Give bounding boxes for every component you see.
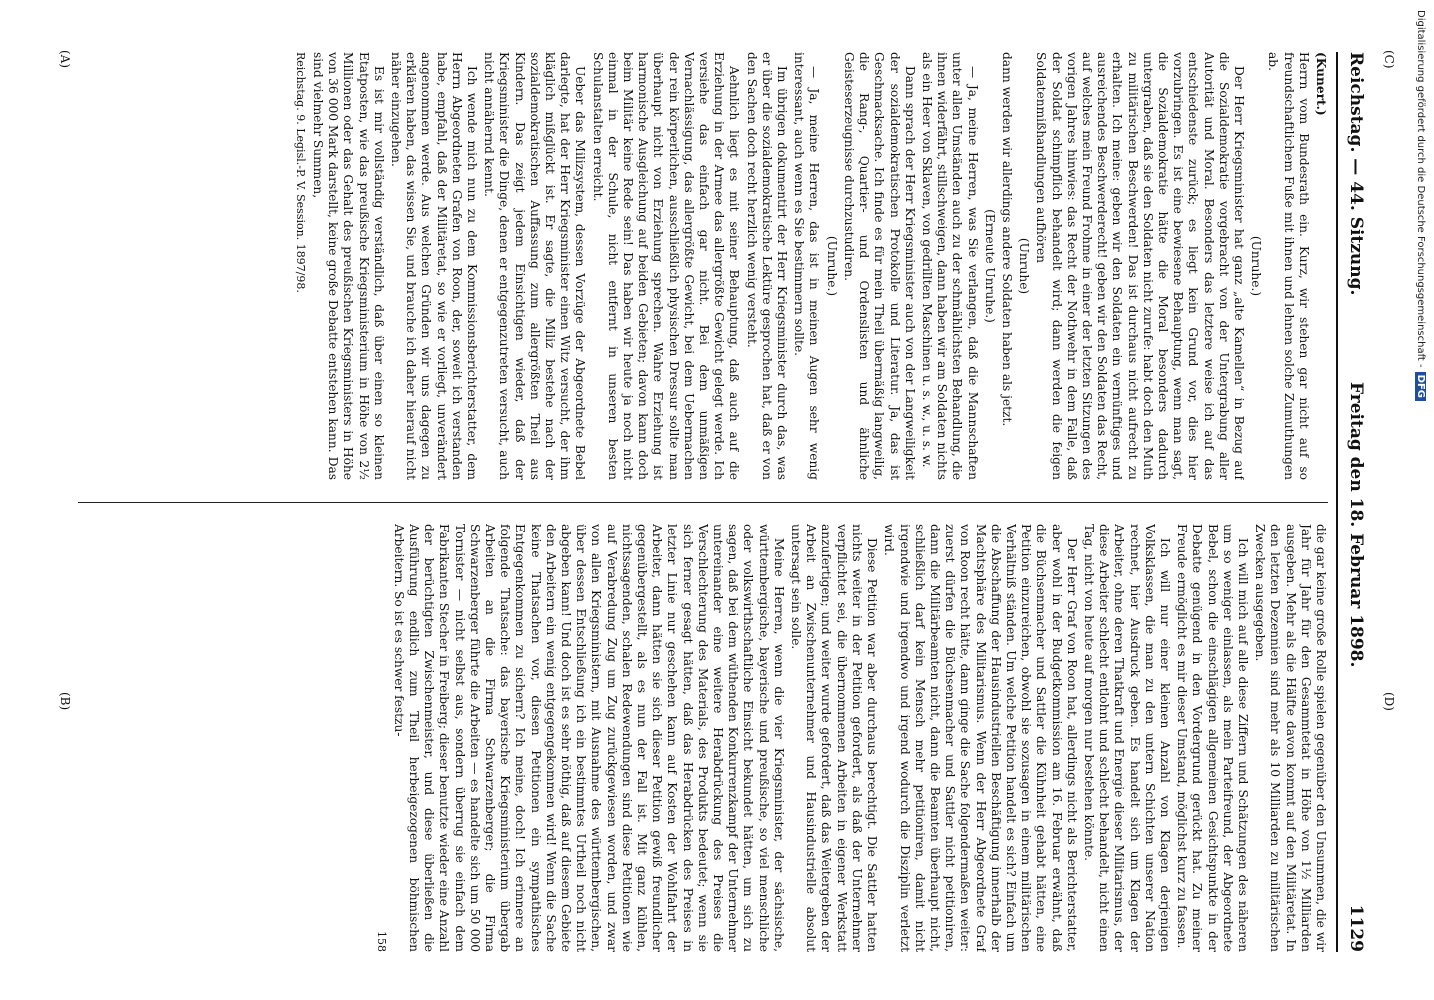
header-date: Freitag den 18. Februar 1898. — [1346, 382, 1366, 668]
interjection: (Unruhe.) — [1249, 235, 1264, 297]
margin-letter-c: (C) — [1382, 50, 1396, 69]
margin-letter-a: (A) — [58, 50, 72, 69]
paragraph: — Ja, meine Herren, das ist in meinen Augen sehr wenig interessant, auch wenn es Sie bestimmern sollte. — [792, 52, 822, 480]
paragraph: Der Herr Graf von Roon hat, allerdings nicht als Berichterstatter, aber wohl in der Budgetkommission am 16. Februar erwähnt, daß die Büchsenmacher und Sattler die Kühnheit gehabt hätten, eine Petition einzureichen, obwohl sie sozusagen in einem militärischen Verhältniß ständen. Um welche Petition handelt es sich? Einfach um die Abschaffung der Hausindustriellen Beschäftigung innerhalb der Machtsphäre des Militarismus. Wenn der Herr Abgeordnete Graf von Roon recht hätte, dann ginge die Sache folgendermaßen weiter: zuerst dürfen die Büchsenmacher und Sattler nicht petitioniren, dann die Militärbeamten nicht, dann die Beamten überhaupt nicht, schließlich darf kein Mensch mehr petitioniren, damit nicht irgendwie und irgendwo und irgend wodurch die Disziplin verletzt wird. — [882, 524, 1079, 952]
signature-number: 158 — [374, 931, 388, 952]
paragraph: die gar keine große Rolle spielen gegenüber den Unsummen, die wir Jahr für Jahr für den Gesammtetat in Höhe von 1½ Milliarden ausgeben. Mehr als die Hälfte davon kommt auf den Militäretat. In den letzten Dezennien sind mehr als 10 Milliarden zu militärischen Zwecken ausgegeben. — [1253, 524, 1328, 952]
margin-letter-d: (D) — [1382, 692, 1396, 711]
left-column — [78, 52, 1328, 480]
interjection: (Unruhe.) — [824, 235, 839, 297]
paragraph: Aehnlich liegt es mit seiner Behauptung, daß auch auf die Erziehung in der Armee das allergrößte Gewicht gelegt werde. Ich versiehe das einfach gar nicht. Bei dem unmäßigen Vernachlässigung, das allergrößte Gewicht, bei dem Uebermachen der rein körperlichen, ausschließlich physischen Dressur sollte man überhaupt nicht von Erziehung sprechen. Wahre Erziehung ist harmonische Ausgleichung auf beiden Gebieten; davon kann doch beim Militär keine Rede sein! Das haben wir heute ja noch nicht einmal in der Schule, nicht entfernt in unseren besten Schulanstalten erreicht. — [590, 52, 742, 480]
rotated-page — [58, 50, 1396, 952]
paragraph: dann werden wir allerdings andere Soldaten haben als jetzt. — [999, 52, 1014, 427]
dfg-logo: DFG — [1415, 372, 1426, 401]
paragraph: Ueber das Milizsystem, dessen Vorzüge der Abgeordnete Bebel darlegte, hat der Herr Kriegsminister einen Witz versucht, der ihm kläglich mißglückt ist. Er sagte, die Miliz bestehe nach der sozialdemokratischen Auffassung zum allergrößten Theil aus Kindern. Das zeigt jedem Einsichtigen wieder, daß der Kriegsminister die Dinge, denen er entgegenzutreten versucht, auch nicht annähernd kennt. — [482, 52, 588, 480]
paragraph: Ich wende mich nun zu dem Kommissionsberichterstatter, dem Herrn Abgeordneten Grafen von Roon, der, soweit ich verstanden habe, empfahl, daß der Militäretat, so wie er vorliegt, unverändert angenommen werde. Aus welchen Gründen wir uns dagegen zu erklären haben, das wissen Sie, und brauche ich daher hierauf nicht näher einzugehen. — [389, 52, 480, 480]
interjection: (Unruhe) — [1017, 237, 1032, 295]
paragraph: Im übrigen dokumentirt der Herr Kriegsminister durch das, was er über die sozialdemokratische Lektüre gesprochen hat, daß er von den Sachen doch recht herzlich wenig versteht. — [744, 52, 790, 480]
paragraph: Ich will mich auf alle diese Ziffern und Schätzungen des näheren um so weniger einlassen, als mein Parteifreund, der Abgeordnete Bebel, schon die einschlägigen allgemeinen Gesichtspunkte in der Debatte genügend in den Vordergrund gerückt hat. Zu meiner Freude ermöglicht es mir dieser Umstand, möglichst kurz zu fassen. — [1175, 524, 1250, 952]
paragraph: Meine Herren, wenn die vier Kriegsminister, der sächsische, württembergische, bayerische und preußische, so viel menschliche oder volkswirthschaftliche Einsicht bekundet hätten, um sich zu sagen, daß bei dem wüthenden Konkurrenzkampf der Unternehmer untereinander eine weitere Herabdrückung des Preises die Verschlechterung des Materials, des Produkts bedeutet; wenn sie sich ferner gesagt hätten, daß das Herabdrücken des Preises in letzter Linie nur geschehen kann auf Kosten der Wohlfahrt der Arbeiter, dann hätten sie sich dieser Petition gewiß freundlicher gegenübergestellt, als es nun der Fall ist. Mit ganz kühlen, nichtssagenden, schalen Redewendungen sind diese Petitionen wie auf Verabredung Zug um Zug zurückgewiesen worden, und zwar von allen Kriegsministern, mit Ausnahme des württembergischen, über dessen Entschließung ich ein bestimmtes Urtheil noch nicht abgeben kann! Und doch ist es sehr nöthig, daß auf diesem Gebiete den Arbeitern ein wenig entgegengekommen wird! Wenn die Sache keine Thatsachen vor, diesen Petitionen ein sympathisches Entgegenkommen zu sichern? Ich meine, doch! Ich erinnere an folgende Thatsache: das bayerische Kriegsministerium übergab Arbeiten an die Firma Schwarzenberger; die Firma Schwarzenberger führte die Arbeiten — es handelte sich um 50 000 Tornister — nicht selbst aus, sondern überrug sie einfach dem Fabrikanten Stecher in Freiberg; dieser benutzte wieder eine Anzahl der berüchtigten Zwischenmeister, und diese überließen die Ausführung endlich zum Theil herbeigezogenen böhmischen Arbeitern. So ist es schwer festzu- — [391, 524, 786, 952]
page-header — [1336, 52, 1372, 952]
paragraph: Es ist mir vollständig verständlich, daß über einen so kleinen Etatposten, wie das preußische Kriegsministerium in Höhe von 2½ Millionen oder das Gehalt des preußischen Kriegsministers in Höhe von 36 000 Mark darstellt, keine große Debatte entstehen kann. Das sind vielmehr Summen, — [311, 52, 386, 480]
page-number: 1129 — [1346, 904, 1366, 952]
paragraph: Dann sprach der Herr Kriegsminister auch von der Langweiligkeit der sozialdemokratischen Protokolle und Literatur. Ja, das ist Geschmacksache. Ich finde es für mein Theil übermäßig langweilig, die Rang-, Quartier- und Ordenslisten und ähnliche Geisteserzeugnisse durchzustudiren. — [841, 52, 917, 480]
paragraph: Herrn vom Bundesrath ein. Kurz, wir stehen gar nicht auf so freundschaftlichem Fuße mit ihnen und lehnen solche Zumuthungen ab. — [1266, 52, 1311, 480]
speaker-name: (Kunert.) — [1314, 52, 1328, 116]
credit-text: Digitalisierung gefördert durch die Deutsche Forschungsgemeinschaft - — [1415, 10, 1426, 368]
paragraph: Ich will nur einer kleinen Anzahl von Klagen derjenigen Volksklassen, die man zu den untern Schichten unserer Nation rechnet, hier Ausdruck geben. Es handelt sich um Klagen der Arbeiter, ohne deren Thatkraft und Energie dieser Militarismus, der diese Arbeiter schlecht entlohnt und schlecht behandelt, nicht einen Tag, nicht von heute auf morgen nur bestehen könnte. — [1081, 524, 1172, 952]
paragraph: — Ja, meine Herren, was Sie verlangen, daß die Mannschaften unter allen Umständen auch zu der schmählichsten Behandlung, die ihnen widerfährt, stillschweigen, dann haben wir am Soldaten nichts als ein Heer von Sklaven, von gedrillten Maschinen u. s. w., u. s. w. — [919, 52, 980, 480]
column-divider — [78, 502, 1328, 503]
paragraph: Der Herr Kriegsminister hat ganz „alte Kamellen“ in Bezug auf die Sozialdemokratie vorgebracht von der Untergrabung aller Autorität und Moral. Besonders das letztere weise ich auf das entschiedenste zurück; es liegt kein Grund vor, dies hier vorzubringen. Es ist eine bewiesene Behauptung, wenn man sagt, die Sozialdemokratie hätte die Moral besonders dadurch untergraben, daß sie den Soldaten nicht zurufe: habt doch den Muth zu militärischen Beschwerden! Das ist durchaus nicht aufrecht zu erhalten. Ich meine: geben wir den Soldaten ein vernünftiges und ausreichendes Beschwerderecht! geben wir den Soldaten das Recht, auf welches mein Freund Frohme in einer der letzten Sitzungen des vorigen Jahres hinwies: das Recht der Nothwehr in dem Falle, daß der Soldat schimpflich behandelt wird; dann werden die feigen Soldatenmißhandlungen aufhören — [1034, 52, 1246, 480]
header-left: Reichstag. — 44. Sitzung. — [1346, 52, 1366, 296]
interjection: (Erneute Unruhe.) — [982, 209, 997, 323]
margin-letter-b: (B) — [58, 692, 72, 711]
session-footer: Reichstag. 9. Legisl.-P. V. Session. 1897/98. — [293, 52, 307, 293]
right-column — [78, 524, 1328, 952]
paragraph: Diese Petition war aber durchaus berechtigt. Die Sattler hatten nichts weiter in der Petition gefordert, als daß der Unternehmer verpflichtet sei, die übernommenen Arbeiten in eigener Werkstatt anzufertigen; und weiter wurde gefordert, daß das Weitergeben der Arbeit an Zwischenunternehmer und Hausindustrielle absolut untersagt sein solle. — [789, 524, 880, 952]
digitization-credit — [1410, 10, 1428, 990]
